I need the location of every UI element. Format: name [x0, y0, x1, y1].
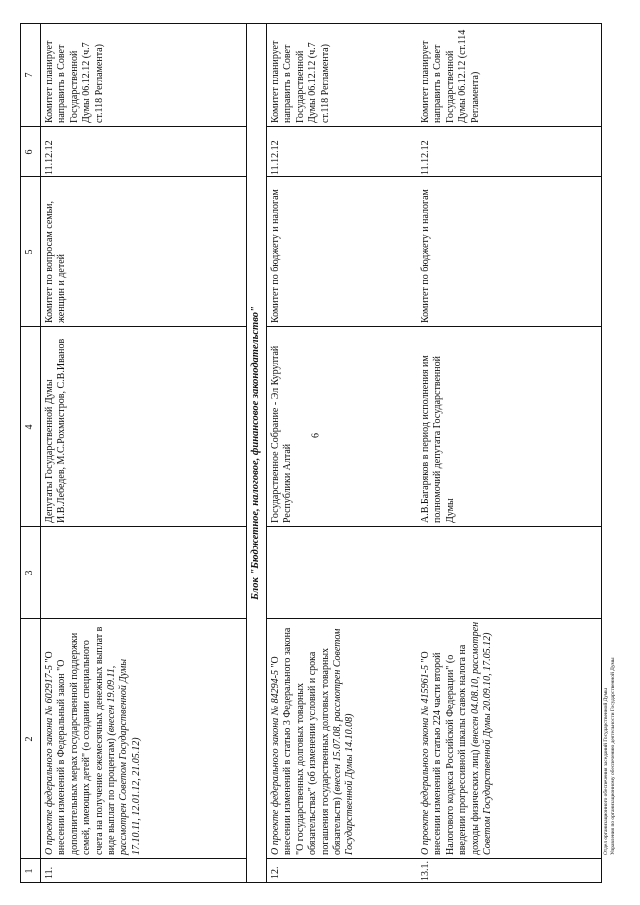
- row-number: 12.: [270, 866, 281, 879]
- row-number: 13.1.: [420, 861, 431, 881]
- footer-line-1: Отдел организационного обеспечения заседаний Государственной Думы: [603, 688, 609, 855]
- document-table: [20, 23, 602, 883]
- bill-title: О проекте федерального закона № 602917-5: [44, 665, 55, 855]
- author-cell: Государственное Собрание - Эл Курултай Республики Алтай: [270, 345, 294, 523]
- plan-cell: Комитет планирует направить в Совет Государственной Думы 06.12.12 (ч.7 ст.118 Регламента): [44, 40, 105, 123]
- bill-text: "О внесении изменений в Федеральный закон "О дополнительных мерах государственной поддержки семей, имеющих детей" (о создании специального счета на получение ежемесячных денежных выплат в виде выплат по процентам): [44, 626, 118, 855]
- page-number: 6: [310, 433, 322, 438]
- bill-cell: [270, 621, 357, 855]
- bill-title: О проекте федерального закона № 84294-5: [270, 670, 281, 855]
- col-header-7: 7: [24, 72, 35, 78]
- col-header-5: 5: [24, 249, 35, 255]
- date-cell: 11.12.12: [270, 140, 281, 175]
- date-cell: 11.12.12: [420, 140, 431, 175]
- col-header-4: 4: [24, 424, 35, 430]
- block-title: Блок "Бюджетное, налоговое, финансовое законодательство": [250, 306, 261, 600]
- bill-note: (внесен 15.07.08, рассмотрен Советом Государственной Думы 14.10.08): [332, 628, 356, 855]
- committee-cell: Комитет по бюджету и налогам: [420, 189, 431, 323]
- col-header-2: 2: [24, 736, 35, 742]
- bill-note: (внесен 19.09.11, рассмотрен Советом Государственной Думы 17.10.11, 12.01.12, 21.05.12): [106, 658, 142, 855]
- committee-cell: Комитет по вопросам семьи, женщин и детей: [44, 200, 68, 323]
- plan-cell: Комитет планирует направить в Совет Государственной Думы 06.12.12 (ч.7 ст.118 Регламента): [270, 40, 331, 123]
- footer: [603, 295, 617, 855]
- footer-line-2: Управления по организационному обеспечению деятельности Государственной Думы: [610, 657, 616, 855]
- bill-title: О проекте федерального закона № 415961-5: [420, 665, 431, 855]
- col-header-3: 3: [24, 570, 35, 576]
- plan-cell: Комитет планирует направить в Совет Государственной Думы 06.12.12 (ст.114 Регламента): [420, 29, 481, 123]
- bill-cell: [420, 621, 494, 855]
- bill-note: (внесен 04.08.10, рассмотрен Советом Государственной Думы 20.09.10, 17.05.12): [469, 621, 494, 855]
- bill-cell: [44, 621, 143, 855]
- date-cell: 11.12.12: [44, 140, 55, 175]
- author-cell: А.В.Багаряков в период исполнения им полномочий депутата Государственной Думы: [420, 355, 456, 523]
- bill-text: "О внесении изменений в статью 224 части второй Налогового кодекса Российской Федерации" (о введении прогрессивной шкалы ставок налога на доходы физических лиц): [420, 644, 481, 855]
- row-number: 11.: [44, 866, 55, 879]
- col-header-6: 6: [24, 149, 35, 155]
- bill-text: "О внесении изменений в статью 3 Федерального закона "О государственных долговых товарных обязательствах" (об изменении условий и срока погашения государственных долговых товарных обязательств): [270, 627, 344, 855]
- committee-cell: Комитет по бюджету и налогам: [270, 189, 281, 323]
- author-cell: Депутаты Государственной Думы И.В.Лебедев, М.С.Рохмистров, С.В.Иванов: [44, 338, 68, 523]
- col-header-1: 1: [24, 868, 35, 874]
